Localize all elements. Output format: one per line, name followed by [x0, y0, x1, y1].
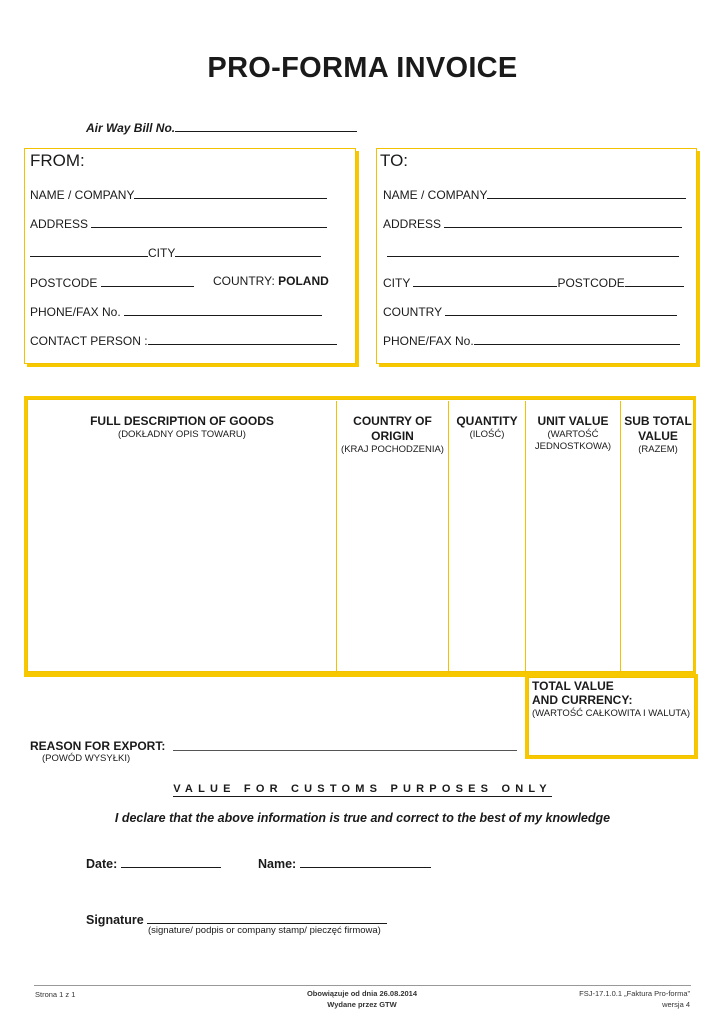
from-heading: FROM:: [30, 151, 85, 170]
to-address2-field[interactable]: [387, 244, 679, 260]
airway-bill-field[interactable]: [86, 119, 357, 135]
footer-divider: [34, 985, 691, 986]
to-name-field[interactable]: [383, 186, 686, 202]
name-field[interactable]: [258, 854, 431, 871]
to-country-field[interactable]: [383, 303, 677, 319]
from-phone-field[interactable]: [30, 303, 322, 319]
to-address-field[interactable]: [383, 215, 682, 231]
to-name-label: NAME / COMPANY: [383, 188, 488, 202]
signature-sub: (signature/ podpis or company stamp/ pieczęć firmowa): [148, 925, 381, 936]
from-postcode-field[interactable]: [30, 274, 194, 290]
from-name-field[interactable]: [30, 186, 327, 202]
col-subtotal-header: SUB TOTAL VALUE (RAZEM): [624, 414, 692, 455]
from-country-field: [213, 274, 329, 288]
from-country-label: COUNTRY:: [213, 274, 275, 288]
col-quantity-header: QUANTITY (ILOŚĆ): [456, 414, 518, 440]
signature-label: Signature: [86, 913, 144, 927]
reason-line[interactable]: [173, 750, 517, 751]
to-country-label: COUNTRY: [383, 305, 442, 319]
from-address-field[interactable]: [30, 215, 327, 231]
column-divider: [448, 401, 449, 673]
col-description-header: FULL DESCRIPTION OF GOODS (DOKŁADNY OPIS TOWARU): [90, 414, 274, 440]
total-value-label: TOTAL VALUE AND CURRENCY: (WARTOŚĆ CAŁKOWITA I WALUTA): [532, 679, 690, 719]
from-phone-label: PHONE/FAX No.: [30, 305, 121, 319]
airway-bill-label: Air Way Bill No.: [86, 121, 176, 135]
reason-sub: (POWÓD WYSYŁKI): [42, 753, 131, 764]
divider-bar: [24, 674, 527, 677]
page-title: PRO-FORMA INVOICE: [207, 52, 518, 84]
to-heading: TO:: [380, 151, 409, 170]
from-postcode-label: POSTCODE: [30, 276, 98, 290]
from-contact-label: CONTACT PERSON :: [30, 334, 148, 348]
to-city-field[interactable]: [383, 274, 684, 290]
date-label: Date:: [86, 857, 118, 871]
from-name-label: NAME / COMPANY: [30, 188, 135, 202]
reason-label: REASON FOR EXPORT:: [30, 739, 166, 753]
airway-bill-line[interactable]: [175, 119, 357, 132]
date-field[interactable]: [86, 854, 221, 871]
footer-center: Obowiązuje od dnia 26.08.2014 Wydane przez GTW: [306, 989, 418, 1009]
from-contact-field[interactable]: [30, 332, 337, 348]
footer-page: Strona 1 z 1: [35, 990, 76, 999]
to-city-label: CITY: [383, 276, 411, 290]
declaration-text: I declare that the above information is true and correct to the best of my knowledge: [114, 811, 611, 825]
to-phone-label: PHONE/FAX No.: [383, 334, 474, 348]
col-unit-value-header: UNIT VALUE (WARTOŚĆ JEDNOSTKOWA): [534, 414, 612, 452]
to-phone-field[interactable]: [383, 332, 680, 348]
to-address-label: ADDRESS: [383, 217, 442, 231]
customs-note: VALUE FOR CUSTOMS PURPOSES ONLY: [173, 783, 552, 795]
from-address-label: ADDRESS: [30, 217, 89, 231]
name-label: Name:: [258, 857, 297, 871]
from-city-field[interactable]: [30, 244, 321, 260]
from-country-value: POLAND: [278, 274, 329, 288]
col-origin-header: COUNTRY OF ORIGIN (KRAJ POCHODZENIA): [341, 414, 444, 455]
to-postcode-label: POSTCODE: [557, 276, 625, 290]
footer-doc-id: FSJ-17.1.0.1 „Faktura Pro-forma” wersja 4: [579, 989, 690, 1009]
from-city-label: CITY: [148, 246, 176, 260]
